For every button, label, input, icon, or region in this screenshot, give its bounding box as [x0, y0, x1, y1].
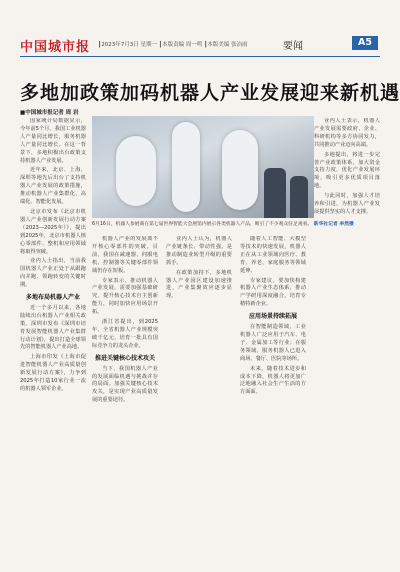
section-name: 要闻: [283, 41, 303, 52]
paragraph: 当下，我国机器人产业的发展面临机遇与挑战并存的局面。加强关键核心技术攻关，是实现产业高质量发展的重要途径。: [92, 365, 158, 404]
subheading: 多地布局机器人产业: [25, 294, 80, 302]
photo-caption: 6月16日，机器人参展商在第七届世界智能大会展馆内展示各类机器人产品，吸引了不少观众驻足观看。 新华社记者 李然摄: [92, 222, 354, 227]
paragraph: 在智能制造领域，工业机器人广泛应用于汽车、电子、金属加工等行业；在服务领域，服务机器人已进入商场、餐厅、医院等场所。: [240, 324, 306, 362]
byline: ■中国城市报记者 周 岩: [20, 110, 79, 116]
column-5: [314, 118, 380, 558]
paragraph: 随着人工智能、大模型等技术的快速发展，机器人正在从工业领域向医疗、教育、养老、家庭服务等领域延伸。: [240, 236, 306, 274]
column-1: [20, 118, 86, 558]
column-4: [240, 236, 306, 558]
page-number: A5: [352, 36, 378, 50]
column-3: [166, 236, 232, 558]
paragraph: 未来，随着技术进步和成本下降，机器人将更加广泛地融入社会生产生活的方方面面。: [240, 365, 306, 396]
newspaper-logo: 中国城市报: [20, 40, 91, 55]
paragraph: 与此同时，加强人才培养和引进，为机器人产业发展提供坚实的人才支撑。: [314, 193, 380, 215]
paragraph: 业内人士指出，当前我国机器人产业正处于从跟跑向并跑、领跑转变的关键时期。: [20, 258, 86, 289]
dateline: ┃2023年7月3日 星期一 ┃本版责编 周一鸣 ┃本版美编 张冶雨: [98, 42, 248, 48]
paragraph: 国家统计局数据显示，今年前5个月，我国工业机器人产量同比增长，服务机器人产量同比增长。在这一背景下，多地积极出台政策支持机器人产业发展。: [20, 118, 86, 164]
subheading: 推进关键核心技术攻关: [94, 354, 155, 362]
paragraph: 机器人产业的发展离不开核心零部件的突破。目前，我国在减速器、伺服电机、控制器等关键零部件领域仍存在短板。: [92, 236, 158, 274]
paragraph: 上海市印发《上海市促进智能机器人产业高质量创新发展行动方案》，力争到2025年打造10家行业一流的机器人领军企业。: [20, 354, 86, 392]
subheading: 应用场景持续拓展: [248, 313, 297, 321]
paragraph: 专家建议，要加快构建机器人产业生态体系，推动产学研用深度融合，培育专精特新企业。: [240, 277, 306, 308]
header-rule: [20, 56, 380, 57]
paragraph: 近年来，北京、上海、深圳等地先后出台了支持机器人产业发展的政策措施，推动机器人产业集群化、高端化、智能化发展。: [20, 167, 86, 206]
paragraph: 多地提出，将进一步完善产业政策体系，加大资金支持力度，优化产业发展环境，吸引更多优质项目落地。: [314, 151, 380, 190]
paragraph: 专家表示，推动机器人产业发展，需要加强基础研究，提升核心技术自主创新能力，同时加快应用场景开拓。: [92, 277, 158, 316]
paragraph: 业内人士表示，机器人产业发展需要政府、企业、科研机构等多方协同发力，共同推动产业迈向高端。: [314, 118, 380, 148]
paragraph: 北京市发布《北京市机器人产业创新发展行动方案（2023—2025年）》，提出到2025年，北京市机器人核心零部件、整机和应用领域将取得突破。: [20, 208, 86, 255]
paragraph: 浙江省提出，到2025年，全省机器人产业规模突破千亿元，培育一批具有国际竞争力的龙头企业。: [92, 319, 158, 349]
paragraph: 在政策加持下，多地机器人产业园区建设加速推进，产业集聚效应逐步显现。: [166, 269, 232, 300]
paragraph: 近一个多月以来，各地陆续出台机器人产业相关政策。深圳市发布《深圳市培育发展智能机器人产业集群行动计划》，提出打造全球领先的智能机器人产业高地。: [20, 304, 86, 351]
news-photo: [92, 116, 314, 218]
masthead: [0, 0, 400, 64]
article-headline: 多地加政策加码机器人产业发展迎来新机遇: [20, 82, 400, 104]
photo-credit: 新华社记者 李然摄: [313, 222, 354, 227]
column-2: [92, 236, 158, 558]
paragraph: 业内人士认为，机器人产业链条长、带动性强，是推动制造业转型升级的重要抓手。: [166, 236, 232, 266]
